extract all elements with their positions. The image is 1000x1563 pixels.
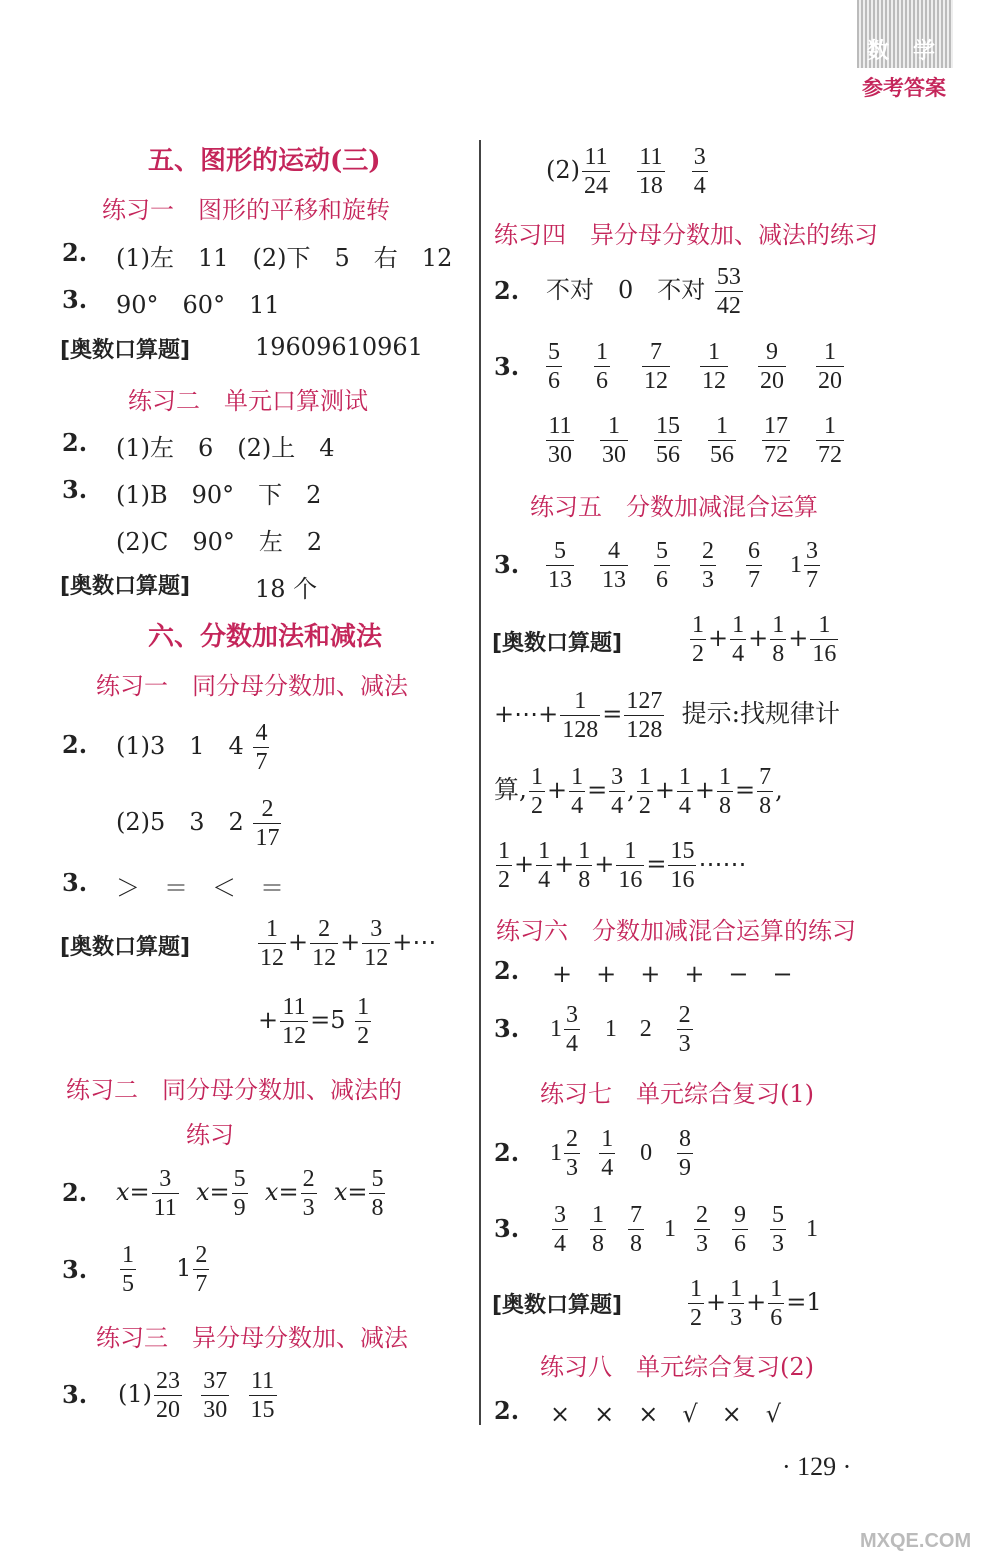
question-number: 3. xyxy=(494,1014,520,1043)
bonus-answer: 19609610961 xyxy=(255,333,423,361)
denominator: 20 xyxy=(156,1397,180,1423)
fraction xyxy=(816,414,844,467)
bonus-label: [奥数口算题] xyxy=(60,935,191,960)
question-number: 2. xyxy=(494,956,520,985)
answer-text: +⋯ xyxy=(392,928,437,956)
fraction xyxy=(732,1203,748,1256)
page-number: · 129 · xyxy=(782,1452,852,1481)
denominator: 12 xyxy=(260,945,284,971)
numerator: 3 xyxy=(554,1202,566,1228)
denominator: 30 xyxy=(548,442,572,468)
denominator: 2 xyxy=(638,793,651,819)
numerator: 5 xyxy=(233,1166,246,1192)
denominator: 18 xyxy=(638,173,663,199)
numerator: 1 xyxy=(498,838,510,864)
denominator: 2 xyxy=(690,1305,702,1331)
numerator: 1 xyxy=(719,764,732,790)
logo-char: 学 xyxy=(913,38,936,64)
denominator: 72 xyxy=(818,442,842,468)
fraction xyxy=(253,797,281,850)
answer-text: (1)B 90° 下 2 xyxy=(116,481,322,509)
exercise-title: 练习七 单元综合复习(1) xyxy=(540,1080,814,1108)
question-number: 3. xyxy=(62,1255,88,1284)
answer-row: $\frac{3}{4}$ $\frac{1}{8}$ $\frac{7}{8}$ 1 $\frac{2}{3}$ $\frac{9}{6}$ $\frac{5}{3}$ 1 xyxy=(554,1202,818,1257)
numerator: 5 xyxy=(548,339,560,365)
fraction xyxy=(546,340,562,393)
numerator: 1 xyxy=(592,1202,604,1228)
numerator: 2 xyxy=(318,916,331,942)
denominator: 9 xyxy=(679,1155,692,1181)
answer-text: (1)3 1 4 xyxy=(116,732,244,760)
fraction xyxy=(690,613,706,666)
denominator: 3 xyxy=(772,1231,784,1257)
fraction xyxy=(546,414,574,467)
question-number: 3. xyxy=(494,1214,520,1243)
numerator: 1 xyxy=(818,612,831,638)
denominator: 8 xyxy=(578,867,591,893)
denominator: 7 xyxy=(748,567,760,593)
fraction xyxy=(120,1243,136,1296)
fraction xyxy=(708,414,736,467)
question-number: 3. xyxy=(62,1380,88,1409)
denominator: 20 xyxy=(760,368,784,394)
fraction xyxy=(232,1167,248,1220)
denominator: 56 xyxy=(710,442,734,468)
fraction xyxy=(677,1003,693,1056)
exercise-title: 练习二 单元口算测试 xyxy=(128,387,368,415)
denominator: 9 xyxy=(233,1195,246,1221)
numerator: 3 xyxy=(566,1002,578,1028)
fraction xyxy=(280,995,308,1048)
fraction xyxy=(628,1203,644,1256)
numerator: 7 xyxy=(650,339,662,365)
numerator: 9 xyxy=(766,339,778,365)
fraction xyxy=(564,1127,580,1180)
fraction xyxy=(609,765,625,818)
denominator: 2 xyxy=(498,867,510,893)
denominator: 3 xyxy=(730,1305,743,1331)
fraction xyxy=(599,1127,615,1180)
numerator: 5 xyxy=(554,538,566,564)
exercise-title: 练习五 分数加减混合运算 xyxy=(530,493,818,521)
denominator: 2 xyxy=(692,641,704,667)
exercise-title: 练习一 同分母分数加、减法 xyxy=(96,672,408,700)
denominator: 6 xyxy=(548,368,560,394)
answer-text: =5 xyxy=(310,1006,346,1034)
fraction xyxy=(717,765,733,818)
fraction xyxy=(546,539,574,592)
fraction xyxy=(642,340,670,393)
denominator: 30 xyxy=(203,1397,228,1423)
numerator: 3 xyxy=(611,764,624,790)
question-number: 2. xyxy=(494,1138,520,1167)
question-number: 2. xyxy=(62,1178,88,1207)
numerator: 2 xyxy=(195,1242,208,1268)
answer-text: (2)C 90° 左 2 xyxy=(116,528,323,556)
denominator: 6 xyxy=(656,567,668,593)
answer-text: (1) xyxy=(118,1380,152,1408)
denominator: 3 xyxy=(702,567,714,593)
numerator: 3 xyxy=(370,916,383,942)
fraction xyxy=(600,414,628,467)
numerator: 1 xyxy=(530,764,543,790)
fraction xyxy=(496,839,512,892)
numerator: 2 xyxy=(566,1126,578,1152)
exercise-title: 练习 xyxy=(186,1121,234,1149)
numerator: 1 xyxy=(538,838,551,864)
numerator: 4 xyxy=(255,720,268,746)
question-number: 3. xyxy=(62,475,88,504)
denominator: 128 xyxy=(562,717,599,743)
numerator: 9 xyxy=(734,1202,746,1228)
hint-text: 提示:找规律计 xyxy=(681,699,841,728)
numerator: 2 xyxy=(696,1202,708,1228)
fraction xyxy=(355,995,371,1048)
fraction xyxy=(728,1277,744,1330)
fraction xyxy=(654,414,682,467)
fraction xyxy=(536,839,552,892)
numerator: 1 xyxy=(716,413,728,439)
numerator: 5 xyxy=(656,538,668,564)
fraction xyxy=(258,917,286,970)
numerator: 11 xyxy=(548,413,572,439)
numerator: 7 xyxy=(759,764,772,790)
numerator: 2 xyxy=(261,796,274,822)
numerator: 1 xyxy=(571,764,584,790)
numerator: 4 xyxy=(608,538,620,564)
question-number: 2. xyxy=(62,730,88,759)
fraction xyxy=(715,265,743,318)
denominator: 3 xyxy=(302,1195,315,1221)
bonus-label: [奥数口算题] xyxy=(60,338,191,363)
fraction xyxy=(816,340,844,393)
answer-row: +⋯+ $\frac{1}{128}$ = $\frac{127}{128}$ 提示:找规律计 xyxy=(494,688,841,743)
denominator: 8 xyxy=(371,1195,384,1221)
question-number: 3. xyxy=(62,868,88,897)
fraction xyxy=(616,839,644,892)
answer-text: ＞ ＝ ＜ ＝ xyxy=(116,874,284,902)
question-number: 2. xyxy=(494,1396,520,1425)
fraction xyxy=(529,765,545,818)
exercise-title: 练习一 图形的平移和旋转 xyxy=(102,196,390,224)
numerator: 1 xyxy=(824,413,836,439)
answer-text: =1 xyxy=(786,1288,822,1316)
question-number: 3. xyxy=(494,550,520,579)
numerator: 1 xyxy=(678,764,691,790)
numerator: 6 xyxy=(748,538,760,564)
fraction xyxy=(637,145,665,198)
fraction xyxy=(694,1203,710,1256)
fraction xyxy=(668,839,696,892)
denominator: 7 xyxy=(255,749,268,775)
numerator: 23 xyxy=(156,1368,180,1394)
numerator: 3 xyxy=(693,144,706,170)
numerator: 1 xyxy=(357,994,370,1020)
numerator: 1 xyxy=(122,1242,134,1268)
answer-text: + + + + − − xyxy=(552,960,793,988)
numerator: 11 xyxy=(282,994,306,1020)
denominator: 12 xyxy=(282,1023,307,1049)
numerator: 11 xyxy=(639,144,663,170)
denominator: 6 xyxy=(734,1231,746,1257)
denominator: 30 xyxy=(602,442,626,468)
denominator: 13 xyxy=(548,567,572,593)
fraction xyxy=(249,1369,277,1422)
answer-row: $\frac{1}{12}$ + $\frac{2}{12}$ + $\frac{3}{12}$ +⋯ xyxy=(260,916,437,971)
denominator: 16 xyxy=(618,867,643,893)
denominator: 72 xyxy=(764,442,788,468)
answer-row: x= $\frac{3}{11}$ x= $\frac{5}{9}$ x= $\frac{2}{3}$ x= $\frac{5}{8}$ xyxy=(116,1166,384,1221)
watermark: MXQE.COM xyxy=(860,1530,972,1552)
exercise-title: 练习八 单元综合复习(2) xyxy=(540,1353,814,1381)
numerator: 1 xyxy=(730,1276,743,1302)
fraction xyxy=(369,1167,385,1220)
fraction xyxy=(730,613,746,666)
fraction xyxy=(804,539,820,592)
bonus-label: [奥数口算题] xyxy=(492,1293,623,1318)
fraction xyxy=(758,340,786,393)
hint-text: 算, xyxy=(494,775,527,804)
denominator: 4 xyxy=(571,793,584,819)
fraction xyxy=(637,765,653,818)
fraction xyxy=(688,1277,704,1330)
answer-text: 不对 0 不对 xyxy=(546,276,706,304)
denominator: 56 xyxy=(656,442,680,468)
fraction xyxy=(654,539,670,592)
denominator: 8 xyxy=(759,793,772,819)
fraction xyxy=(677,765,693,818)
fraction xyxy=(310,917,338,970)
answer-text: (2) xyxy=(546,156,580,184)
numerator: 1 xyxy=(692,612,704,638)
answer-row: 1 $\frac{3}{4}$ 1 2 $\frac{2}{3}$ xyxy=(550,1002,691,1057)
fraction xyxy=(624,689,664,742)
numerator: 17 xyxy=(764,413,788,439)
exercise-title: 练习二 同分母分数加、减法的 xyxy=(66,1076,402,1104)
answer-row xyxy=(544,412,846,468)
denominator: 16 xyxy=(812,641,837,667)
denominator: 12 xyxy=(644,368,668,394)
numerator: 1 xyxy=(772,612,785,638)
answer-row xyxy=(546,142,710,198)
answer-row xyxy=(118,1366,279,1422)
fraction xyxy=(301,1167,317,1220)
section-title: 五、图形的运动(三) xyxy=(148,146,381,176)
fraction xyxy=(552,1203,568,1256)
denominator: 8 xyxy=(592,1231,604,1257)
answer-row xyxy=(116,794,283,850)
answer-row: $\frac{1}{2}$ + $\frac{1}{3}$ + $\frac{1}{6}$ =1 xyxy=(690,1276,822,1331)
numerator: 2 xyxy=(702,538,714,564)
denominator: 8 xyxy=(719,793,732,819)
numerator: 2 xyxy=(302,1166,315,1192)
fraction xyxy=(700,539,716,592)
question-number: 2. xyxy=(62,238,88,267)
fraction xyxy=(810,613,838,666)
fraction xyxy=(770,1203,786,1256)
fraction xyxy=(201,1369,229,1422)
numerator: 1 xyxy=(770,1276,783,1302)
denominator: 7 xyxy=(806,567,818,593)
fraction xyxy=(590,1203,606,1256)
answer-row: $\frac{1}{2}$ + $\frac{1}{4}$ + $\frac{1}{8}$ + $\frac{1}{16}$ xyxy=(692,612,837,667)
denominator: 20 xyxy=(818,368,842,394)
answer-row: $\frac{5}{13}$ $\frac{4}{13}$ $\frac{5}{6}$ $\frac{2}{3}$ $\frac{6}{7}$ 1 $\frac{3}{7}$ xyxy=(548,538,818,593)
question-number: 2. xyxy=(494,276,520,305)
fraction xyxy=(569,765,585,818)
numerator: 3 xyxy=(806,538,818,564)
denominator: 5 xyxy=(122,1271,134,1297)
fraction xyxy=(154,1369,182,1422)
fraction xyxy=(677,1127,693,1180)
numerator: 1 xyxy=(690,1276,702,1302)
fraction xyxy=(692,145,708,198)
answer-row xyxy=(546,262,745,318)
question-number: 2. xyxy=(62,428,88,457)
denominator: 4 xyxy=(601,1155,614,1181)
numerator: 1 xyxy=(708,339,720,365)
numerator: 1 xyxy=(596,339,608,365)
denominator: 7 xyxy=(195,1271,208,1297)
answer-row: 1 $\frac{2}{3}$ $\frac{1}{4}$ 0 $\frac{8}{9}$ xyxy=(550,1126,692,1181)
answer-row xyxy=(544,338,846,394)
denominator: 13 xyxy=(602,567,626,593)
fraction xyxy=(576,839,592,892)
fraction xyxy=(362,917,390,970)
denominator: 4 xyxy=(566,1031,578,1057)
denominator: 15 xyxy=(250,1397,275,1423)
exercise-title: 练习六 分数加减混合运算的练习 xyxy=(496,917,856,945)
fraction xyxy=(768,1277,784,1330)
numerator: 5 xyxy=(371,1166,384,1192)
answer-row: + $\frac{11}{12}$ =5 $\frac{1}{2}$ xyxy=(258,994,370,1049)
numerator: 11 xyxy=(250,1368,275,1394)
answer-row xyxy=(116,718,271,774)
textbook-logo xyxy=(857,0,953,68)
exercise-title: 练习三 异分母分数加、减法 xyxy=(96,1324,408,1352)
denominator: 6 xyxy=(596,368,608,394)
denominator: 42 xyxy=(716,293,741,319)
question-number: 3. xyxy=(62,285,88,314)
denominator: 3 xyxy=(566,1155,578,1181)
answer-row: $\frac{1}{5}$ 1 $\frac{2}{7}$ xyxy=(122,1242,208,1297)
numerator: 1 xyxy=(601,1126,614,1152)
denominator: 4 xyxy=(693,173,706,199)
denominator: 12 xyxy=(702,368,726,394)
denominator: 2 xyxy=(357,1023,370,1049)
fraction xyxy=(746,539,762,592)
fraction xyxy=(193,1243,209,1296)
numerator: 15 xyxy=(656,413,680,439)
answer-text: × × × √ × √ xyxy=(550,1400,782,1428)
numerator: 11 xyxy=(584,144,608,170)
answer-row: 算, $\frac{1}{2}$ + $\frac{1}{4}$ = $\frac{3}{4}$ , $\frac{1}{2}$ + $\frac{1}{4}$ + $\frac{1}{8}$ = $\frac{7}{8}$ , xyxy=(494,764,783,819)
fraction xyxy=(152,1167,179,1220)
answer-label: 参考答案 xyxy=(862,76,946,100)
denominator: 3 xyxy=(696,1231,708,1257)
bonus-label: [奥数口算题] xyxy=(492,631,623,656)
fraction xyxy=(253,721,269,774)
denominator: 17 xyxy=(255,825,280,851)
denominator: 2 xyxy=(530,793,543,819)
fraction xyxy=(560,689,600,742)
answer-text: (1)左 11 (2)下 5 右 12 xyxy=(116,244,453,272)
numerator: 1 xyxy=(266,916,278,942)
section-title: 六、分数加法和减法 xyxy=(148,622,383,652)
answer-row: $\frac{1}{2}$ + $\frac{1}{4}$ + $\frac{1}{8}$ + $\frac{1}{16}$ = $\frac{15}{16}$ ⋯⋯ xyxy=(498,838,747,893)
fraction xyxy=(700,340,728,393)
answer-text: 90° 60° 11 xyxy=(116,291,280,319)
denominator: 6 xyxy=(770,1305,783,1331)
question-number: 3. xyxy=(494,352,520,381)
denominator: 4 xyxy=(678,793,691,819)
numerator: 127 xyxy=(626,688,663,714)
numerator: 8 xyxy=(679,1126,692,1152)
logo-char: 数 xyxy=(867,38,890,64)
numerator: 2 xyxy=(678,1002,691,1028)
denominator: 8 xyxy=(772,641,785,667)
bonus-answer: 18 个 xyxy=(255,575,318,603)
denominator: 12 xyxy=(364,945,389,971)
denominator: 3 xyxy=(678,1031,691,1057)
denominator: 12 xyxy=(312,945,337,971)
fraction xyxy=(770,613,786,666)
denominator: 4 xyxy=(732,641,745,667)
denominator: 4 xyxy=(538,867,551,893)
denominator: 8 xyxy=(630,1231,642,1257)
denominator: 128 xyxy=(626,717,663,743)
numerator: 1 xyxy=(624,838,637,864)
numerator: 1 xyxy=(824,339,836,365)
numerator: 37 xyxy=(203,1368,228,1394)
numerator: 3 xyxy=(159,1166,172,1192)
numerator: 5 xyxy=(772,1202,784,1228)
bonus-label: [奥数口算题] xyxy=(60,574,191,599)
numerator: 1 xyxy=(638,764,651,790)
numerator: 7 xyxy=(630,1202,642,1228)
numerator: 1 xyxy=(578,838,591,864)
column-divider xyxy=(479,140,481,1425)
denominator: 16 xyxy=(670,867,695,893)
numerator: 15 xyxy=(670,838,695,864)
denominator: 11 xyxy=(153,1195,177,1221)
numerator: 53 xyxy=(716,264,741,290)
answer-text: (2)5 3 2 xyxy=(116,808,244,836)
numerator: 1 xyxy=(608,413,620,439)
denominator: 4 xyxy=(611,793,624,819)
answer-text: (1)左 6 (2)上 4 xyxy=(116,434,335,462)
fraction xyxy=(762,414,790,467)
numerator: 1 xyxy=(574,688,587,714)
fraction xyxy=(757,765,773,818)
fraction xyxy=(582,145,610,198)
denominator: 24 xyxy=(584,173,608,199)
denominator: 4 xyxy=(554,1231,566,1257)
ellipsis: ⋯⋯ xyxy=(698,850,747,878)
fraction xyxy=(564,1003,580,1056)
exercise-title: 练习四 异分母分数加、减法的练习 xyxy=(494,221,878,249)
numerator: 1 xyxy=(732,612,745,638)
fraction xyxy=(594,340,610,393)
fraction xyxy=(600,539,628,592)
